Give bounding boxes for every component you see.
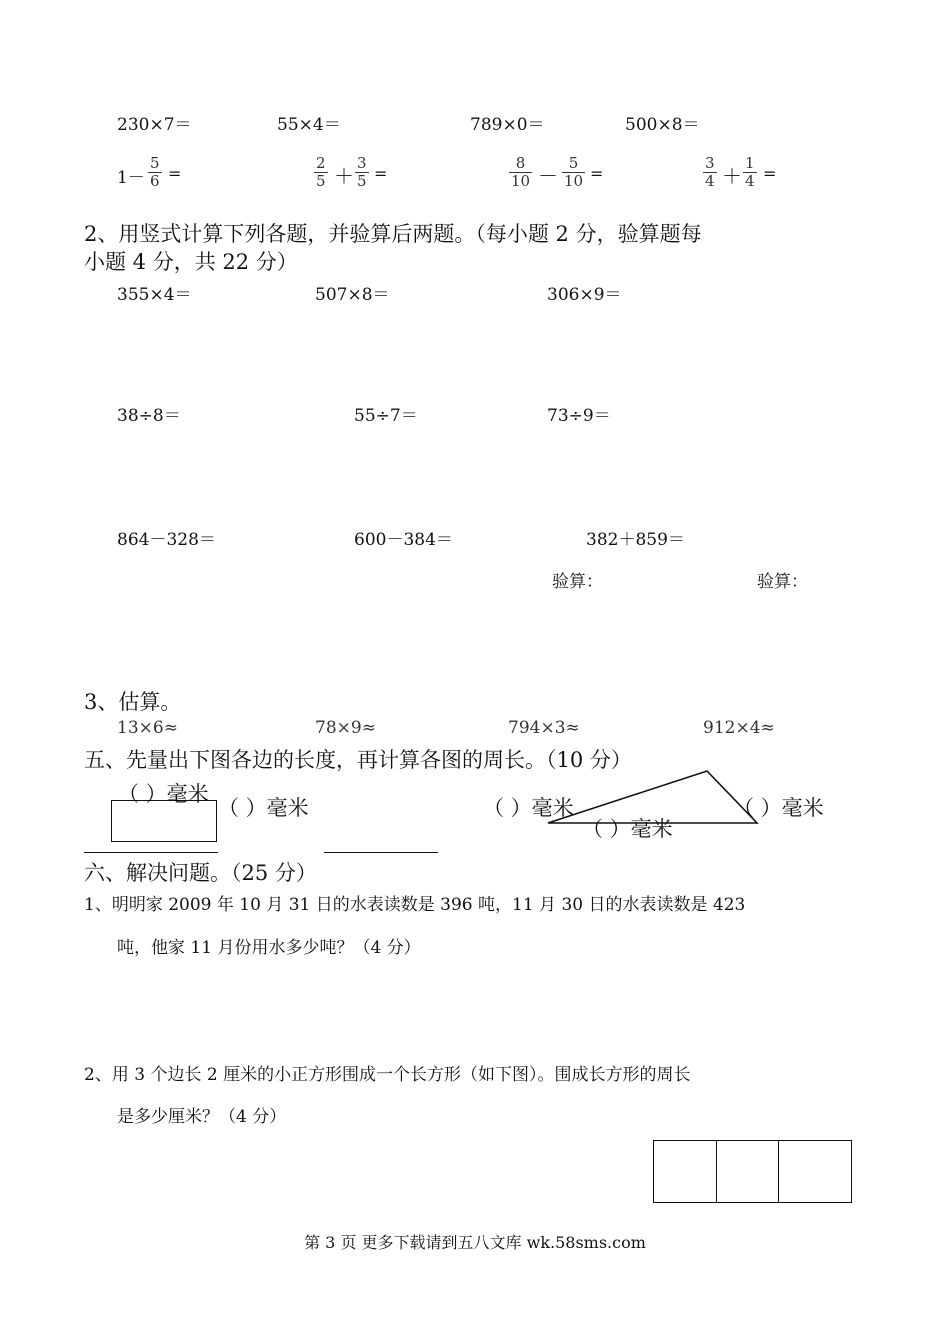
calc-item: 230×7＝	[117, 115, 192, 135]
check-label: 验算：	[552, 572, 603, 592]
line-segment-figure	[84, 852, 218, 853]
measure-blank: （ ）毫米	[118, 782, 209, 806]
measure-blank: （ ）毫米	[483, 796, 574, 820]
denominator: 5	[316, 172, 326, 190]
page-footer: 第 3 页 更多下载请到五八文库 wk.58sms.com	[304, 1233, 646, 1252]
denominator: 6	[150, 172, 160, 190]
line-segment-figure	[324, 852, 438, 853]
square-divider	[778, 1141, 779, 1202]
calc-item: 73÷9＝	[547, 406, 611, 426]
operator: ＋	[334, 164, 354, 188]
estimate-item: 794×3≈	[508, 718, 580, 738]
fraction	[703, 155, 717, 190]
denominator: 4	[705, 172, 715, 190]
fraction	[148, 155, 162, 190]
denominator: 4	[745, 172, 755, 190]
three-squares-figure	[653, 1140, 852, 1203]
denominator: 10	[564, 172, 584, 190]
fraction	[314, 155, 328, 190]
problem-1-text-cont: 吨，他家 11 月份用水多少吨？（4 分）	[117, 938, 421, 958]
calc-item: 355×4＝	[117, 285, 192, 305]
estimate-item: 13×6≈	[117, 718, 178, 738]
question-3-title: 3、估算。	[84, 690, 182, 714]
measure-blank: （ ）毫米	[733, 796, 824, 820]
problem-2-text-cont: 是多少厘米？（4 分）	[117, 1107, 287, 1127]
calc-item: 55÷7＝	[354, 406, 418, 426]
problem-1-text: 1、明明家 2009 年 10 月 31 日的水表读数是 396 吨，11 月 30 日的水表读数是 423	[84, 895, 746, 915]
equals-sign: =	[374, 164, 388, 183]
measure-blank: （ ）毫米	[582, 817, 673, 841]
numerator: 8	[515, 154, 526, 172]
calc-item: 864－328＝	[117, 530, 216, 550]
problem-2-text: 2、用 3 个边长 2 厘米的小正方形围成一个长方形（如下图）。围成长方形的周长	[84, 1065, 691, 1085]
calc-item: 789×0＝	[470, 115, 545, 135]
fraction	[355, 155, 369, 190]
equals-sign: =	[590, 164, 604, 183]
question-2-title-cont: 小题 4 分，共 22 分）	[84, 250, 298, 274]
numerator: 2	[316, 154, 326, 172]
operator: ＋	[722, 164, 742, 188]
equals-sign: =	[763, 164, 777, 183]
estimate-item: 912×4≈	[703, 718, 775, 738]
square-divider	[716, 1141, 717, 1202]
fraction	[509, 155, 532, 190]
calc-item: 38÷8＝	[117, 406, 181, 426]
operator: －	[538, 164, 558, 188]
denominator: 10	[511, 172, 531, 190]
calc-item: 507×8＝	[315, 285, 390, 305]
numerator: 1	[745, 154, 755, 172]
denominator: 5	[357, 172, 367, 190]
section-5-title: 五、先量出下图各边的长度，再计算各图的周长。（10 分）	[84, 748, 632, 772]
numerator: 5	[568, 154, 579, 172]
rectangle-figure	[111, 800, 217, 842]
calc-item: 306×9＝	[547, 285, 622, 305]
numerator: 5	[150, 154, 160, 172]
calc-item: 382＋859＝	[586, 530, 685, 550]
question-2-title: 2、用竖式计算下列各题，并验算后两题。（每小题 2 分，验算题每	[84, 222, 702, 246]
calc-item: 600－384＝	[354, 530, 453, 550]
calc-item: 500×8＝	[625, 115, 700, 135]
measure-blank: （ ）毫米	[218, 796, 309, 820]
calc-item: 55×4＝	[277, 115, 341, 135]
check-label: 验算：	[757, 572, 808, 592]
fraction	[562, 155, 585, 190]
numerator: 3	[705, 154, 715, 172]
numerator: 3	[357, 154, 367, 172]
estimate-item: 78×9≈	[315, 718, 376, 738]
fraction	[743, 155, 757, 190]
equals-sign: =	[168, 164, 182, 183]
section-6-title: 六、解决问题。（25 分）	[84, 861, 317, 885]
fraction-lead: 1－	[117, 168, 145, 188]
